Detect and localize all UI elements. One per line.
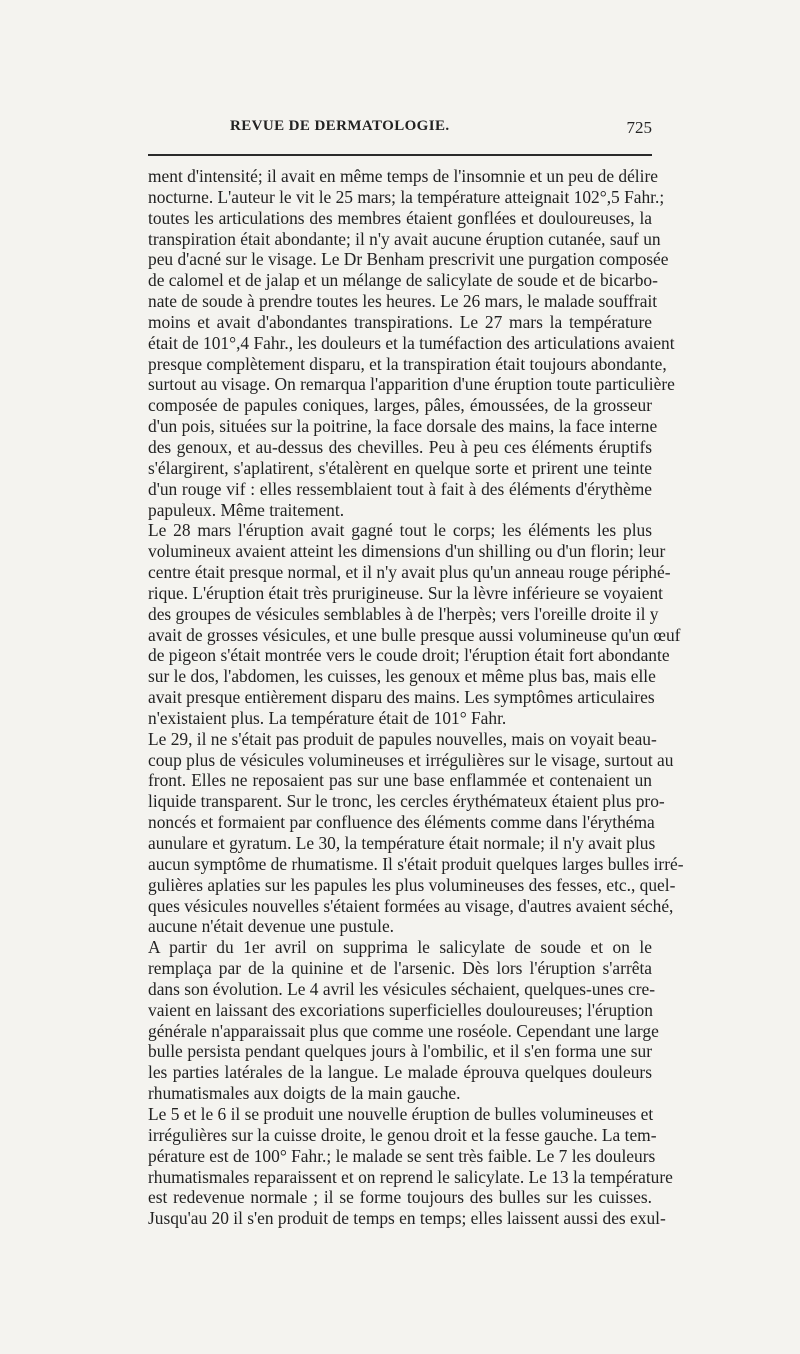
text-line: noncés et formaient par confluence des éléments comme dans l'érythéma xyxy=(148,812,655,833)
text-line: des groupes de vésicules semblables à de l'herpès; vers l'oreille droite il y xyxy=(148,603,659,624)
text-line: Le 5 et le 6 il se produit une nouvelle éruption de bulles volumineuses et xyxy=(148,1103,654,1124)
text-line: les parties latérales de la langue. Le malade éprouva quelques douleurs xyxy=(148,1062,652,1083)
text-line: composée de papules coniques, larges, pâles, émoussées, de la grosseur xyxy=(148,395,652,416)
text-line: rique. L'éruption était très prurigineuse. Sur la lèvre inférieure se voyaient xyxy=(148,582,664,603)
text-line: avait de grosses vésicules, et une bulle presque aussi volumineuse qu'un œuf xyxy=(148,624,681,645)
text-line: moins et avait d'abondantes transpirations. Le 27 mars la température xyxy=(148,311,652,332)
text-line: vaient en laissant des excoriations superficielles douloureuses; l'éruption xyxy=(148,999,653,1020)
text-line: aunulare et gyratum. Le 30, la température était normale; il n'y avait plus xyxy=(148,833,656,853)
text-line: sur le dos, l'abdomen, les cuisses, les genoux et même plus bas, mais elle xyxy=(148,666,656,687)
text-line: d'un pois, situées sur la poitrine, la face dorsale des mains, la face interne xyxy=(148,416,658,437)
text-line: papuleux. Même traitement. xyxy=(148,499,345,520)
text-line: Le 29, il ne s'était pas produit de papules nouvelles, mais on voyait beau- xyxy=(148,728,657,749)
running-title: REVUE DE DERMATOLOGIE. xyxy=(230,118,450,134)
text-line: aucune n'était devenue une pustule. xyxy=(148,916,395,937)
text-line: aucun symptôme de rhumatisme. Il s'était produit quelques larges bulles irré- xyxy=(148,853,684,874)
text-line: remplaça par de la quinine et de l'arsenic. Dès lors l'éruption s'arrêta xyxy=(148,958,652,979)
text-line: était de 101°,4 Fahr., les douleurs et la tuméfaction des articulations avaient xyxy=(148,332,675,353)
text-line: n'existaient plus. La température était de 101° Fahr. xyxy=(148,707,507,728)
page-header xyxy=(230,118,652,142)
text-line: dans son évolution. Le 4 avril les vésicules séchaient, quelques-unes cre- xyxy=(148,978,656,999)
text-line: rhumatismales aux doigts de la main gauche. xyxy=(148,1083,461,1104)
text-line: liquide transparent. Sur le tronc, les cercles érythémateux étaient plus pro- xyxy=(148,791,665,812)
text-line: Jusqu'au 20 il s'en produit de temps en temps; elles laissent aussi des exul- xyxy=(148,1208,666,1229)
text-line: de calomel et de jalap et un mélange de salicylate de soude et de bicarbo- xyxy=(148,270,658,291)
body-text xyxy=(148,166,684,1229)
text-line: peu d'acné sur le visage. Le Dr Benham prescrivit une purgation composée xyxy=(148,249,669,270)
text-line: presque complètement disparu, et la transpiration était toujours abondante, xyxy=(148,353,667,374)
text-line: des genoux, et au-dessus des chevilles. Peu à peu ces éléments éruptifs xyxy=(148,436,652,457)
text-line: gulières aplaties sur les papules les plus volumineuses des fesses, etc., quel- xyxy=(148,874,676,895)
text-line: avait presque entièrement disparu des mains. Les symptômes articulaires xyxy=(148,687,655,708)
text-line: A partir du 1er avril on supprima le salicylate de soude et on le xyxy=(148,937,652,958)
text-line: front. Elles ne reposaient pas sur une base enflammée et contenaient un xyxy=(148,770,652,791)
text-line: nate de soude à prendre toutes les heures. Le 26 mars, le malade souffrait xyxy=(148,291,658,312)
text-line: rhumatismales reparaissent et on reprend le salicylate. Le 13 la température xyxy=(148,1166,673,1187)
text-line: d'un rouge vif : elles ressemblaient tout à fait à des éléments d'érythème xyxy=(148,478,652,499)
header-rule xyxy=(148,154,652,156)
text-line: générale n'apparaissait plus que comme une roséole. Cependant une large xyxy=(148,1020,659,1041)
text-line: centre était presque normal, et il n'y avait plus qu'un anneau rouge périphé- xyxy=(148,562,671,583)
text-line: ques vésicules nouvelles s'étaient formées au visage, d'autres avaient séché, xyxy=(148,895,674,916)
text-line: nocturne. L'auteur le vit le 25 mars; la température atteignait 102°,5 Fahr.; xyxy=(148,186,665,207)
text-line: Le 28 mars l'éruption avait gagné tout le corps; les éléments les plus xyxy=(148,520,652,541)
text-line: irrégulières sur la cuisse droite, le genou droit et la fesse gauche. La tem- xyxy=(148,1124,657,1145)
text-line: est redevenue normale ; il se forme toujours des bulles sur les cuisses. xyxy=(148,1187,652,1208)
text-line: surtout au visage. On remarqua l'apparition d'une éruption toute particulière xyxy=(148,374,675,395)
text-line: ment d'intensité; il avait en même temps de l'insomnie et un peu de délire xyxy=(148,166,658,186)
text-line: de pigeon s'était montrée vers le coude droit; l'éruption était fort abondante xyxy=(148,645,670,666)
text-line: volumineux avaient atteint les dimensions d'un shilling ou d'un florin; leur xyxy=(148,541,666,562)
text-line: toutes les articulations des membres étaient gonflées et douloureuses, la xyxy=(148,207,652,228)
text-line: transpiration était abondante; il n'y avait aucune éruption cutanée, sauf un xyxy=(148,228,661,249)
text-line: pérature est de 100° Fahr.; le malade se sent très faible. Le 7 les douleurs xyxy=(148,1145,656,1166)
page-number: 725 xyxy=(626,118,652,137)
text-line: bulle persista pendant quelques jours à l'ombilic, et il s'en forma une sur xyxy=(148,1041,652,1062)
text-line: s'élargirent, s'aplatirent, s'étalèrent en quelque sorte et prirent une teinte xyxy=(148,457,652,478)
text-line: coup plus de vésicules volumineuses et irrégulières sur le visage, surtout au xyxy=(148,749,674,770)
